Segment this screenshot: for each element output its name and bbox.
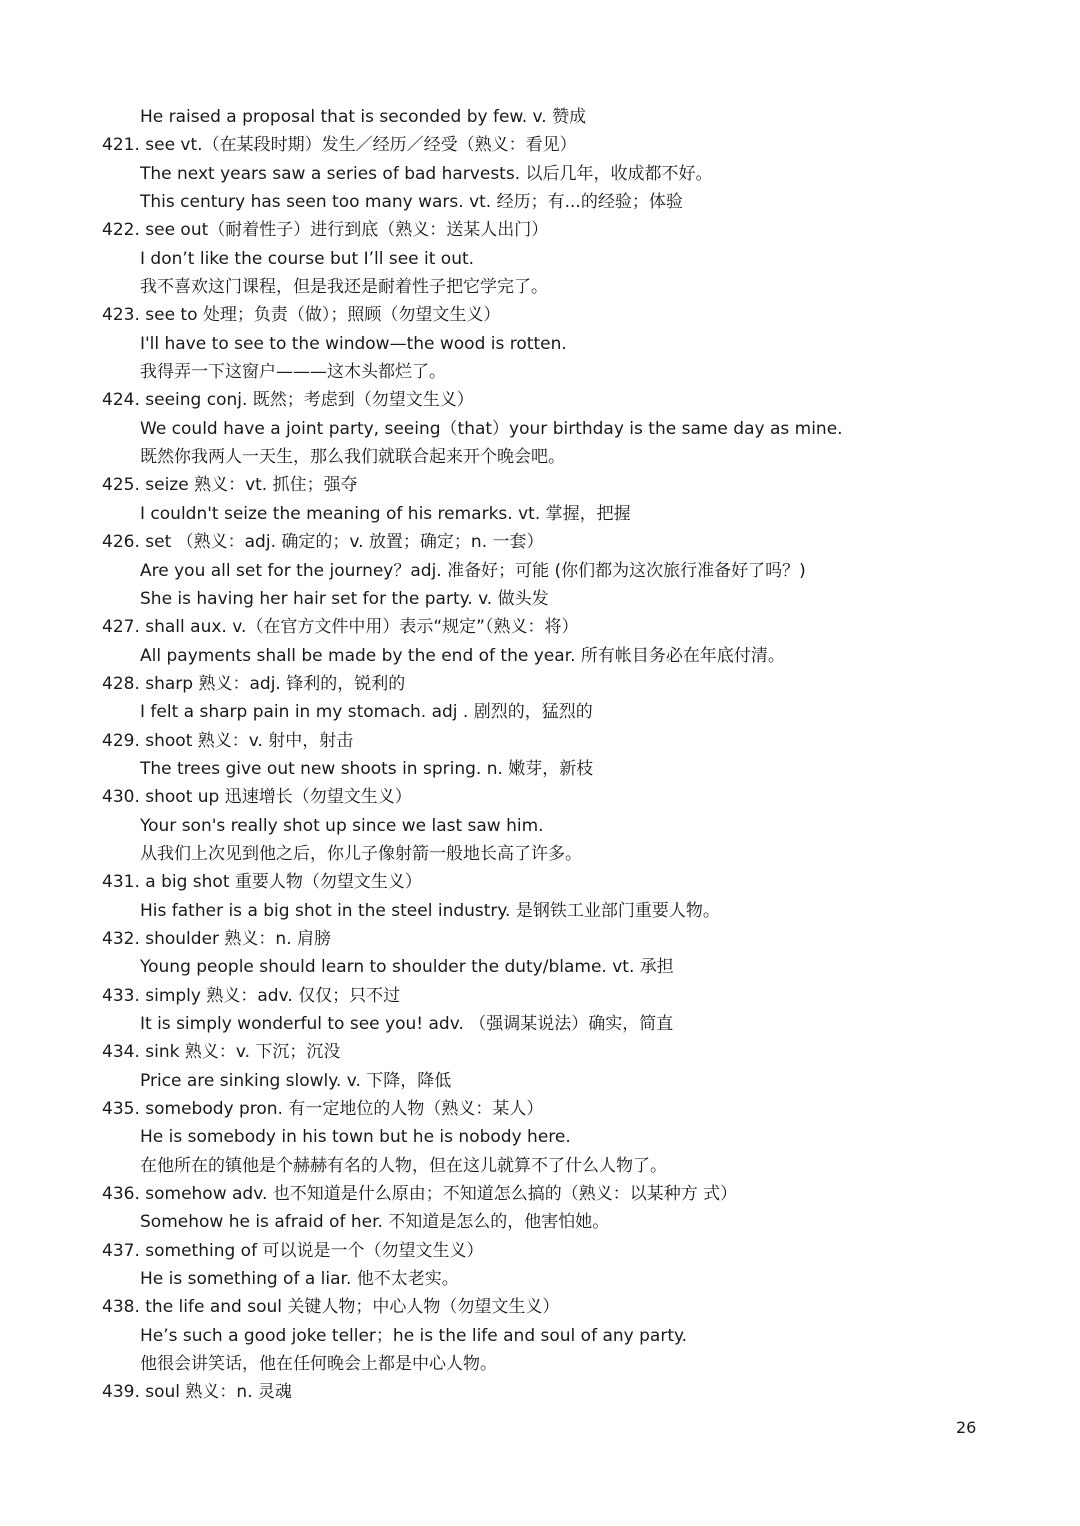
entry-line: 他很会讲笑话，他在任何晚会上都是中心人物。: [140, 1354, 497, 1375]
entry-heading: 437. something of 可以说是一个（勿望文生义）: [102, 1240, 484, 1261]
entry-line: 在他所在的镇他是个赫赫有名的人物，但在这儿就算不了什么人物了。: [140, 1155, 667, 1176]
entry-line: 既然你我两人一天生，那么我们就联合起来开个晚会吧。: [140, 447, 565, 468]
entry-heading: 426. set （熟义：adj. 确定的；v. 放置；确定；n. 一套）: [102, 532, 544, 553]
entry-heading: 423. see to 处理；负责（做）；照顾（勿望文生义）: [102, 305, 501, 326]
vocabulary-list: [100, 103, 1030, 1407]
entry-line: Young people should learn to shoulder the duty/blame. vt. 承担: [140, 957, 674, 978]
entry-line: Price are sinking slowly. v. 下降，降低: [140, 1070, 452, 1091]
entry-heading: 428. sharp 熟义：adj. 锋利的，锐利的: [102, 673, 406, 694]
entry-line: All payments shall be made by the end of the year. 所有帐目务必在年底付清。: [140, 645, 785, 666]
entry-line: He’s such a good joke teller；he is the life and soul of any party.: [140, 1325, 688, 1346]
entry-heading: 431. a big shot 重要人物（勿望文生义）: [102, 872, 422, 893]
entry-heading: 436. somehow adv. 也不知道是什么原由；不知道怎么搞的（熟义：以某种方 式）: [102, 1184, 738, 1205]
entry-line: I don’t like the course but I’ll see it out.: [140, 248, 475, 269]
entry-line: I felt a sharp pain in my stomach. adj . 剧烈的，猛烈的: [140, 702, 593, 723]
entry-heading: 425. seize 熟义：vt. 抓住；强夺: [102, 475, 358, 496]
entry-heading: 439. soul 熟义：n. 灵魂: [102, 1382, 292, 1403]
page-number: 26: [956, 1418, 977, 1437]
entry-heading: 438. the life and soul 关键人物；中心人物（勿望文生义）: [102, 1297, 560, 1318]
entry-line: It is simply wonderful to see you! adv. （强调某说法）确实，简直: [140, 1014, 674, 1034]
entry-line: He is somebody in his town but he is nobody here.: [140, 1127, 571, 1148]
entry-line: This century has seen too many wars. vt. 经历；有...的经验；体验: [140, 192, 683, 213]
entry-line: The next years saw a series of bad harvests. 以后几年，收成都不好。: [140, 163, 713, 184]
entry-line: He raised a proposal that is seconded by few. v. 赞成: [140, 107, 587, 127]
entry-heading: 422. see out（耐着性子）进行到底（熟义：送某人出门）: [102, 220, 549, 241]
entry-heading: 434. sink 熟义：v. 下沉；沉没: [102, 1042, 341, 1063]
entry-line: 我不喜欢这门课程，但是我还是耐着性子把它学完了。: [140, 277, 548, 298]
entry-line: Your son's really shot up since we last saw him.: [140, 815, 544, 836]
entry-heading: 429. shoot 熟义：v. 射中，射击: [102, 730, 354, 751]
entry-line: Somehow he is afraid of her. 不知道是怎么的，他害怕她。: [140, 1212, 610, 1233]
entry-heading: 433. simply 熟义：adv. 仅仅；只不过: [102, 985, 401, 1006]
entry-line: 我得弄一下这窗户———这木头都烂了。: [140, 362, 446, 383]
entry-line: We could have a joint party, seeing（that）your birthday is the same day as mine.: [140, 418, 843, 439]
entry-line: His father is a big shot in the steel industry. 是钢铁工业部门重要人物。: [140, 900, 720, 921]
entry-line: He is something of a liar. 他不太老实。: [140, 1269, 459, 1290]
entry-line: Are you all set for the journey？adj. 准备好；可能 (你们都为这次旅行准备好了吗？): [140, 560, 806, 581]
entry-heading: 430. shoot up 迅速增长（勿望文生义）: [102, 787, 412, 808]
entry-heading: 432. shoulder 熟义：n. 肩膀: [102, 928, 332, 949]
entry-line: I couldn't seize the meaning of his remarks. vt. 掌握，把握: [140, 503, 631, 524]
entry-heading: 421. see vt.（在某段时期）发生／经历／经受（熟义：看见）: [102, 135, 577, 156]
entry-line: I'll have to see to the window—the wood is rotten.: [140, 333, 567, 354]
entry-heading: 435. somebody pron. 有一定地位的人物（熟义：某人）: [102, 1099, 544, 1120]
entry-heading: 424. seeing conj. 既然；考虑到（勿望文生义）: [102, 390, 474, 411]
entry-line: The trees give out new shoots in spring. n. 嫩芽，新枝: [140, 758, 594, 779]
entry-line: She is having her hair set for the party. v. 做头发: [140, 588, 549, 609]
entry-heading: 427. shall aux. v.（在官方文件中用）表示“规定”（熟义：将）: [102, 617, 579, 638]
entry-line: 从我们上次见到他之后，你儿子像射箭一般地长高了许多。: [140, 843, 582, 864]
